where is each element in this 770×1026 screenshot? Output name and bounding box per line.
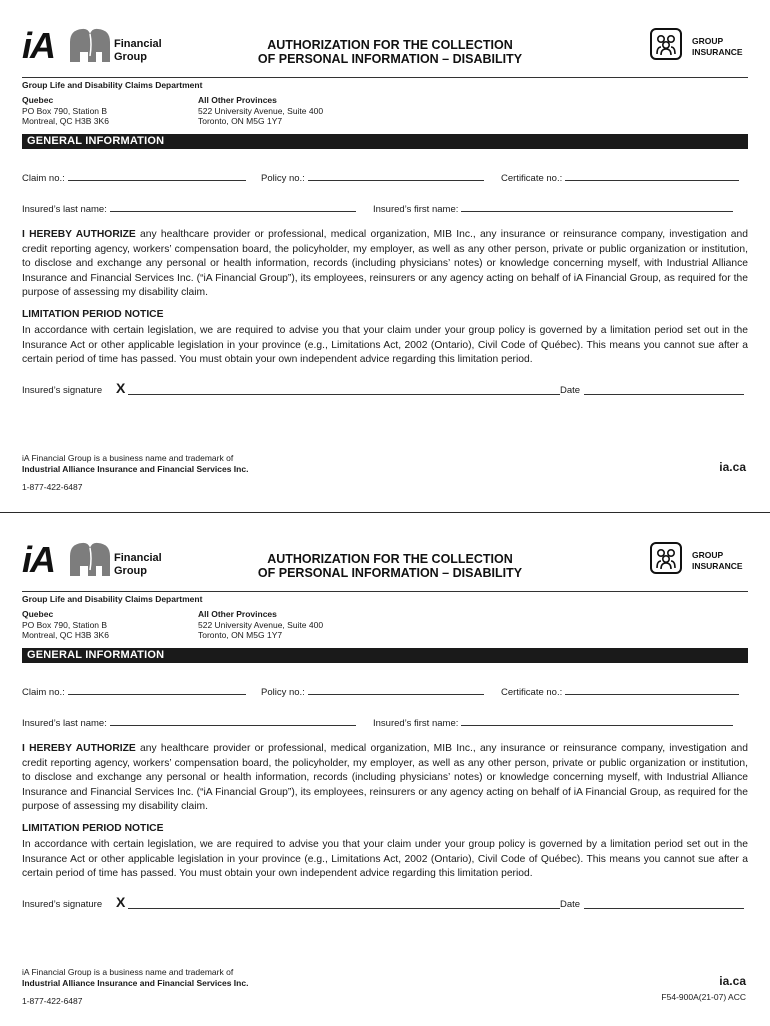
date-label: Date (560, 385, 581, 396)
policy-no-label: Policy no.: (261, 173, 305, 184)
address-other-line-2: Toronto, ON M5G 1Y7 (198, 630, 283, 640)
claim-no-label: Claim no.: (22, 173, 65, 184)
ia-financial-group-logo (22, 538, 172, 582)
trademark-line-1: iA Financial Group is a business name and trademark of (22, 453, 234, 463)
signature-mark: X (116, 380, 126, 396)
date-line[interactable] (584, 394, 744, 395)
signature-mark: X (116, 894, 126, 910)
address-other-line-1: 522 University Avenue, Suite 400 (198, 105, 324, 116)
logo-mark: iA (22, 25, 54, 66)
ia-financial-group-logo (22, 24, 172, 68)
form-title-line-1: AUTHORIZATION FOR THE COLLECTION (267, 552, 513, 566)
certificate-no-label: Certificate no.: (501, 173, 563, 184)
section-general-information: GENERAL INFORMATION (22, 648, 748, 663)
certificate-no-field[interactable] (501, 170, 739, 184)
claim-no-label: Claim no.: (22, 687, 65, 698)
claim-no-field[interactable] (22, 170, 246, 184)
page-divider (0, 512, 770, 513)
address-quebec-line-2: Montreal, QC H3B 3K6 (22, 630, 109, 640)
trademark-line-2: Industrial Alliance Insurance and Financial Services Inc. (22, 978, 249, 988)
signature-label: Insured’s signature (22, 385, 103, 396)
address-quebec-line-1: PO Box 790, Station B (22, 105, 108, 116)
claim-no-input-line[interactable] (68, 170, 246, 181)
first-name-input-line[interactable] (461, 715, 733, 726)
authorization-body: any healthcare provider or professional, medical organization, MIB Inc., any insurance or reinsurance company, investigation and credit reporting agency, workers’ compensation board, the policyholder, my employer, as well as any other person, private or public organization or institution, to disclose and exchange any personal or health information, records (including physicians’ notes) or knowledge concerning myself, with Industrial Alliance Insurance and Financial Services Inc. (“iA Financial Group”), its employees, reinsurers or any agency acting on behalf of iA Financial Group, as required for the purpose of assessing my disability claim. (22, 743, 748, 812)
first-name-input-line[interactable] (461, 201, 733, 212)
authorization-text (22, 742, 748, 815)
address-quebec (22, 609, 109, 641)
signature-label: Insured’s signature (22, 899, 103, 910)
form-title (230, 38, 550, 66)
address-quebec (22, 95, 109, 127)
department-name: Group Life and Disability Claims Department (22, 594, 203, 604)
signature-line[interactable] (128, 908, 560, 909)
policy-no-field[interactable] (261, 170, 484, 184)
form-copy-top (0, 0, 770, 512)
group-insurance-line-2: INSURANCE (692, 47, 743, 57)
authorization-lead: I HEREBY AUTHORIZE (22, 229, 136, 240)
policy-no-input-line[interactable] (308, 170, 484, 181)
address-other-heading: All Other Provinces (198, 609, 277, 619)
form-title-line-2: OF PERSONAL INFORMATION – DISABILITY (257, 52, 523, 66)
date-line[interactable] (584, 908, 744, 909)
first-name-field[interactable] (373, 201, 733, 215)
policy-no-label: Policy no.: (261, 687, 305, 698)
header-divider (22, 77, 748, 78)
section-general-information: GENERAL INFORMATION (22, 134, 748, 149)
last-name-label: Insured’s last name: (22, 204, 107, 215)
form-copy-bottom (0, 514, 770, 1026)
logo-line-2: Group (114, 51, 147, 63)
authorization-lead: I HEREBY AUTHORIZE (22, 743, 136, 754)
trademark-notice (22, 967, 248, 989)
claim-no-field[interactable] (22, 684, 246, 698)
form-title (230, 552, 550, 580)
website-link[interactable]: ia.ca (719, 974, 746, 988)
address-quebec-heading: Quebec (22, 609, 54, 619)
address-quebec-heading: Quebec (22, 95, 54, 105)
last-name-input-line[interactable] (110, 201, 356, 212)
limitation-heading: LIMITATION PERIOD NOTICE (22, 823, 164, 834)
address-other-line-2: Toronto, ON M5G 1Y7 (198, 116, 283, 126)
certificate-no-field[interactable] (501, 684, 739, 698)
group-people-icon (650, 28, 682, 60)
group-insurance-label (692, 36, 743, 58)
group-insurance-line-2: INSURANCE (692, 561, 743, 571)
address-other-heading: All Other Provinces (198, 95, 277, 105)
policy-no-input-line[interactable] (308, 684, 484, 695)
department-name: Group Life and Disability Claims Department (22, 80, 203, 90)
certificate-no-input-line[interactable] (565, 170, 739, 181)
group-insurance-line-1: GROUP (692, 36, 724, 46)
limitation-text: In accordance with certain legislation, we are required to advise you that your claim under your group policy is governed by a limitation period set out in the Insurance Act or other applicable legislation in your province (e.g., Limitations Act, 2002 (Ontario), Civil Code of Québec). This means you cannot sue after a certain period of time has passed. You must obtain your own independent advice regarding this limitation period. (22, 839, 748, 879)
first-name-label: Insured’s first name: (373, 718, 459, 729)
first-name-label: Insured’s first name: (373, 204, 459, 215)
authorization-text (22, 228, 748, 301)
address-quebec-line-2: Montreal, QC H3B 3K6 (22, 116, 109, 126)
last-name-field[interactable] (22, 715, 356, 729)
first-name-field[interactable] (373, 715, 733, 729)
certificate-no-input-line[interactable] (565, 684, 739, 695)
trademark-line-1: iA Financial Group is a business name and trademark of (22, 967, 234, 977)
limitation-text: In accordance with certain legislation, we are required to advise you that your claim under your group policy is governed by a limitation period set out in the Insurance Act or other applicable legislation in your province (e.g., Limitations Act, 2002 (Ontario), Civil Code of Québec). This means you cannot sue after a certain period of time has passed. You must obtain your own independent advice regarding this limitation period. (22, 325, 748, 365)
address-other-provinces (198, 95, 323, 127)
form-title-line-1: AUTHORIZATION FOR THE COLLECTION (267, 38, 513, 52)
group-insurance-label (692, 550, 743, 572)
group-people-icon (650, 542, 682, 574)
elephant-logo-icon (66, 26, 112, 64)
header-divider (22, 591, 748, 592)
logo-line-2: Group (114, 565, 147, 577)
trademark-notice (22, 453, 248, 475)
last-name-field[interactable] (22, 201, 356, 215)
phone-number: 1-877-422-6487 (22, 996, 83, 1006)
logo-line-1: Financial (114, 38, 162, 50)
logo-mark: iA (22, 539, 54, 580)
website-link[interactable]: ia.ca (719, 460, 746, 474)
group-insurance-line-1: GROUP (692, 550, 724, 560)
form-title-line-2: OF PERSONAL INFORMATION – DISABILITY (257, 566, 523, 580)
signature-line[interactable] (128, 394, 560, 395)
policy-no-field[interactable] (261, 684, 484, 698)
limitation-heading: LIMITATION PERIOD NOTICE (22, 309, 164, 320)
last-name-input-line[interactable] (110, 715, 356, 726)
trademark-line-2: Industrial Alliance Insurance and Financial Services Inc. (22, 464, 249, 474)
phone-number: 1-877-422-6487 (22, 482, 83, 492)
last-name-label: Insured’s last name: (22, 718, 107, 729)
authorization-body: any healthcare provider or professional, medical organization, MIB Inc., any insurance or reinsurance company, investigation and credit reporting agency, workers’ compensation board, the policyholder, my employer, as well as any other person, private or public organization or institution, to disclose and exchange any personal or health information, records (including physicians’ notes) or knowledge concerning myself, with Industrial Alliance Insurance and Financial Services Inc. (“iA Financial Group”), its employees, reinsurers or any agency acting on behalf of iA Financial Group, as required for the purpose of assessing my disability claim. (22, 229, 748, 298)
certificate-no-label: Certificate no.: (501, 687, 563, 698)
logo-line-1: Financial (114, 552, 162, 564)
address-other-line-1: 522 University Avenue, Suite 400 (198, 619, 324, 630)
date-label: Date (560, 899, 581, 910)
address-quebec-line-1: PO Box 790, Station B (22, 619, 108, 630)
form-number: F54-900A(21-07) ACC (661, 992, 746, 1002)
elephant-logo-icon (66, 540, 112, 578)
address-other-provinces (198, 609, 323, 641)
claim-no-input-line[interactable] (68, 684, 246, 695)
